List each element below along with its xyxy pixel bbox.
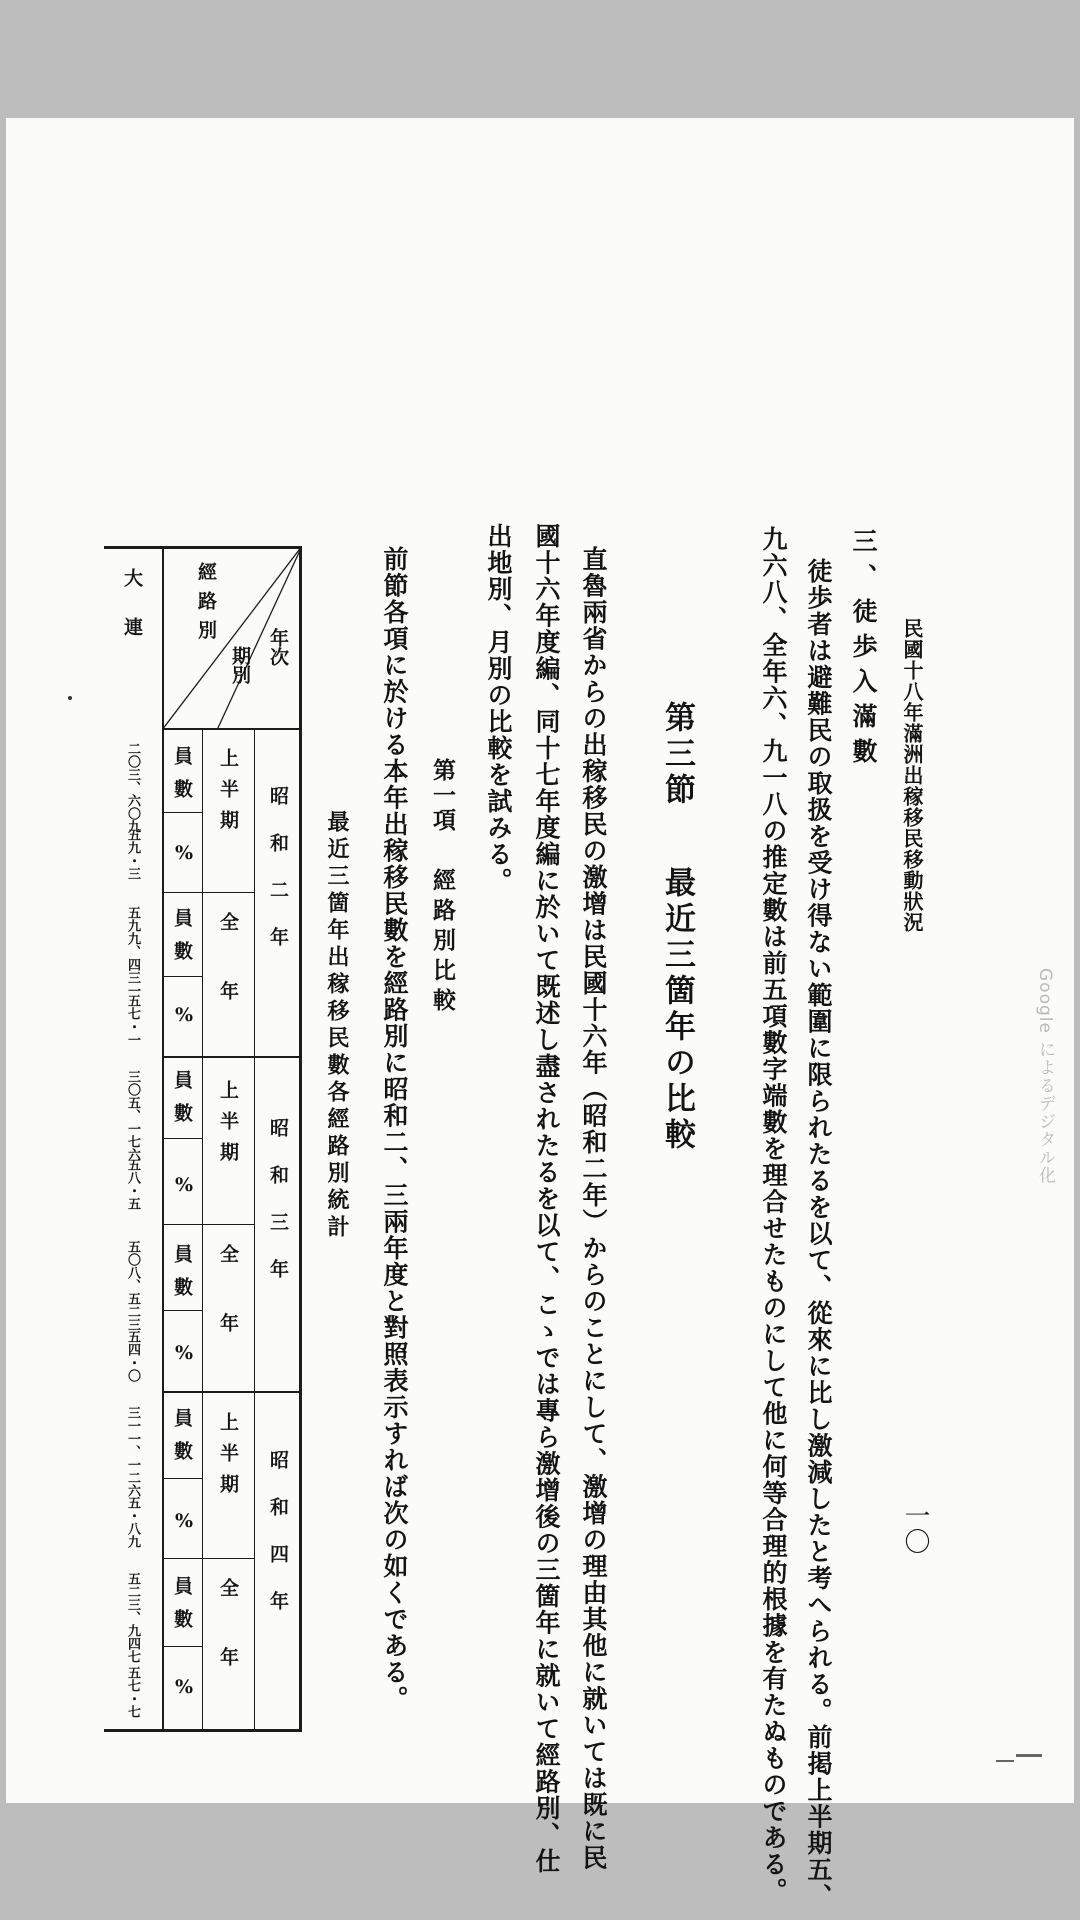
half-year-header: 上半期 [217, 1080, 239, 1173]
count-label: 員數 [171, 908, 193, 974]
subsection-title: 經路別比較 [429, 868, 456, 1018]
table-cell-value: 二〇三、六〇九 [125, 742, 140, 833]
section-label: 第三節 [659, 701, 695, 809]
section-title: 最近三箇年の比較 [659, 866, 695, 1154]
year-header: 昭和四年 [267, 1450, 289, 1638]
full-year-header: 全年 [217, 1244, 239, 1382]
table-cell-value: 三〇五、一七六 [125, 1070, 140, 1161]
percent-label: % [173, 1174, 195, 1196]
half-year-header: 上半期 [217, 1412, 239, 1505]
table-cell-value: 五七・一 [125, 994, 140, 1046]
corner-route-label: 經路別 [195, 562, 217, 649]
table-cell-value: 五四・〇 [125, 1330, 140, 1382]
percent-label: % [173, 842, 195, 864]
table-cell-value: 五八・五 [125, 1158, 140, 1210]
body-line: 出地別、月別の比較を試みる。 [484, 523, 513, 894]
percent-label: % [173, 1004, 195, 1026]
count-label: 員數 [171, 1576, 193, 1642]
table-caption: 最近三箇年出稼移民數各經路別統計 [324, 810, 350, 1242]
table-cell-value: 五七・七 [125, 1666, 140, 1718]
count-label: 員數 [171, 746, 193, 812]
year-header: 昭和二年 [267, 786, 289, 974]
route-statistics-table [104, 546, 302, 1732]
page-number: 一〇 [900, 1502, 930, 1554]
count-label: 員數 [171, 1244, 193, 1310]
percent-label: % [173, 1676, 195, 1698]
corner-year-label: 年次 [267, 628, 289, 666]
table-cell-value: 五二三、九四七 [125, 1572, 140, 1663]
corner-period-label: 期別 [229, 646, 251, 684]
running-title: 民國十八年滿洲出稼移民移動狀況 [900, 618, 924, 933]
digitization-watermark: Google によるデジタル化 [1035, 968, 1055, 1185]
count-label: 員數 [171, 1408, 193, 1474]
body-line: 前節各項に於ける本年出稼移民數を經路別に昭和二、三兩年度と對照表示すれば次の如くである。 [380, 546, 409, 1712]
section-heading: 三、徒歩入滿數 [849, 528, 878, 773]
table-cell-value: 五九九、四三一 [125, 906, 140, 997]
year-header: 昭和三年 [267, 1118, 289, 1306]
percent-label: % [173, 1342, 195, 1364]
full-year-header: 全年 [217, 1578, 239, 1716]
count-label: 員數 [171, 1070, 193, 1136]
scan-smudge [996, 1760, 1014, 1762]
full-year-header: 全年 [217, 912, 239, 1050]
half-year-header: 上半期 [217, 748, 239, 841]
table-cell-value: 五・八九 [125, 1496, 140, 1548]
body-line: 國十六年度編、同十七年度編に於いて既述し盡されたるを以て、こゝでは專ら激增後の三箇年に就いて經路別、仕 [532, 523, 561, 1875]
table-cell-value: 五〇八、五二三 [125, 1240, 140, 1331]
row-label-dalian: 大連 [121, 568, 143, 666]
scan-smudge [1016, 1754, 1042, 1757]
body-line: 九六八、全年六、九一八の推定數は前五項數字端數を理合せたものにして他に何等合理的根據を有たぬものである。 [759, 526, 788, 1904]
table-cell-value: 三一一、一二六 [125, 1406, 140, 1497]
body-line: 徒歩者は避難民の取扱を受け得ない範圍に限られたるを以て、從來に比し激減したと考へられる。前掲上半期五、 [804, 558, 833, 1910]
document-page [6, 118, 1074, 1910]
body-line: 直魯兩省からの出稼移民の激增は民國十六年（昭和二年）からのことにして、激增の理由其他に就いては既に民 [579, 546, 608, 1871]
subsection-label: 第一項 [429, 758, 456, 833]
scan-speck [68, 696, 72, 700]
percent-label: % [173, 1510, 195, 1532]
table-cell-value: 五九・三 [125, 828, 140, 880]
